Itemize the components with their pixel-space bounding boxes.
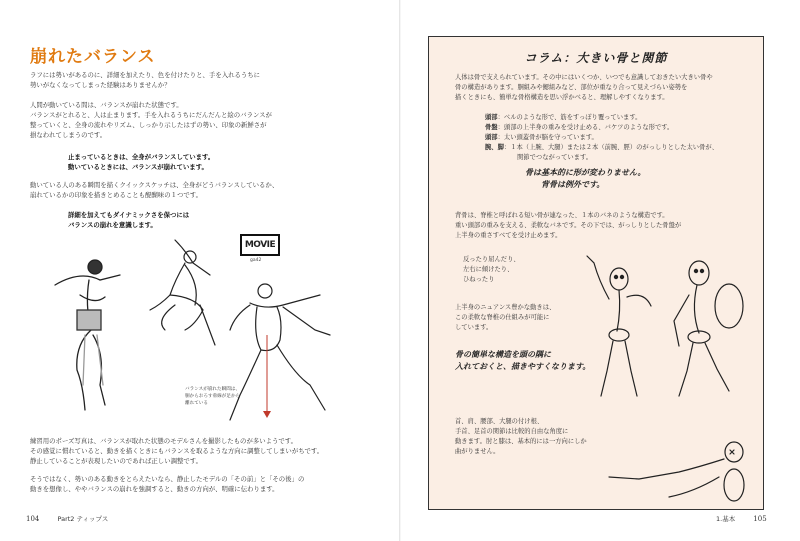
paragraph-4: そうではなく、勢いのある動きをとらえたいなら、静止したモデルの「その前」と「その後」の 動きを想像し、ややバランスの崩れを強調すると、動きの方向が、明確に伝わります。 [30, 475, 305, 493]
column-panel [428, 36, 764, 510]
spine-paragraph: 背骨は、脊椎と呼ばれる短い骨が連なった、１本のバネのような構造です。 重い頭部の重みを支える、柔軟なバネです。その下では、がっしりとした骨盤が 上半身の重さすべてを受け止めます。 [455, 212, 682, 239]
reaching-skeleton-sketch [599, 437, 759, 507]
section-label: 1.基本 [716, 515, 736, 523]
sketch-figure-1 [55, 260, 120, 410]
paragraph-2: 動いている人のある瞬間を描くクイックスケッチは、全身がどうバランスしているか、 崩れているかの印象を描きとめることも醍醐味の１つです。 [30, 181, 279, 199]
paragraph-3: 練習用のポーズ写真は、バランスが取れた状態のモデルさんを撮影したものが多いようです。 その感覚に慣れていると、動きを描くときにもバランスを取るような方向に調整してしまいがちです。 静止していることが表現したいのであれば正しい調整です。 [30, 437, 324, 465]
sketch-figure-2 [150, 240, 215, 345]
figure-note: バランスが崩れた瞬間は、 胴からおろす垂線が足から 離れている [185, 387, 241, 406]
joints-paragraph: 首、肩、腰部、大腿の付け根、 手首、足首の関節は比較的自由な角度に 動きます。肘と膝は、基本的には一方向にしか 曲がりません。 [455, 418, 587, 455]
column-intro: 人体は骨で支えられています。その中にはいくつか、いつでも意識しておきたい大きい骨や 骨の構造があります。胴組みや鰓組みなど、部位が重なり合って見えづらい姿勢を 描くときにも、簡単な骨格構造を思い浮かべると、理解しやすくなります。 [455, 74, 713, 101]
section-label: Part2 ティップス [57, 515, 109, 523]
nuance-paragraph: 上半身のニュアンス豊かな動きは、 この柔軟な脊椎の仕組みが可能に しています。 [455, 304, 556, 331]
emphasis-2: 詳細を加えてもダイナミックさを保つには バランスの崩れを意識します。 [68, 211, 190, 229]
intro-paragraph: ラフには勢いがあるのに、詳細を加えたり、色を付けたりと、手を入れるうちに 勢いがなくなってしまった経験はありませんか？ [30, 71, 261, 89]
movie-badge[interactable]: MOVIE [240, 234, 280, 256]
gesture-sketch-figures [25, 235, 335, 430]
bone-list: 頭部：ベルのような形で、筋をすっぽり覆っています。 骨盤：頭部の上半身の重みを受け止める、バケツのような形です。 頭部：太い頭蓋骨が脳を守っています。 腕、脚：１本（上腕、大腿）または２本（前腕、脛）のがっしりとした太い骨が、 関節でつながっています。 [485, 114, 718, 161]
page-number: 105 [753, 515, 767, 523]
paragraph-1: 人間が動いている間は、バランスが崩れた状態です。 バランスがとれると、人は止まります。手を入れるうちにだんだんと絵のバランスが 整っていくと、全身の流れやリズム、しっかり示したはずの勢い、印象の新鮮さが 損なわれてしまうのです。 [30, 101, 272, 139]
emphasis-1: 止まっているときは、全身がバランスしています。 動いているときには、バランスが崩れています。 [68, 153, 215, 171]
page-title: 崩れたバランス [30, 47, 156, 67]
bone-item: 頭部：太い頭蓋骨が脳を守っています。 [485, 134, 598, 141]
column-title: コラム：大きい骨と関節 [524, 51, 668, 65]
movie-code: ga42 [250, 258, 262, 263]
bone-item: 腕、脚：１本（上腕、大腿）または２本（前腕、脛）のがっしりとした太い骨が、 [485, 144, 718, 151]
bone-item: 骨盤：頭部の上半身の重みを受け止める、バケツのような形です。 [485, 124, 674, 131]
skeleton-figure-1 [587, 256, 651, 396]
bone-item: 頭部：ベルのような形で、筋をすっぽり覆っています。 [485, 114, 642, 121]
right-page [400, 0, 800, 541]
skeleton-figure-2 [674, 261, 743, 396]
spine-motion-list: 反ったり屈んだり、 左右に傾けたり、 ひねったり [463, 256, 520, 283]
page-number: 104 [26, 515, 40, 523]
left-footer [26, 514, 108, 523]
hand-note-1: 骨は基本的に形が変わりません。 背骨は例外です。 [525, 168, 646, 189]
hand-note-2: 骨の簡単な構造を頭の隅に 入れておくと、描きやすくなります。 [455, 350, 591, 371]
right-footer [716, 514, 767, 523]
skeleton-sketches [579, 251, 759, 401]
